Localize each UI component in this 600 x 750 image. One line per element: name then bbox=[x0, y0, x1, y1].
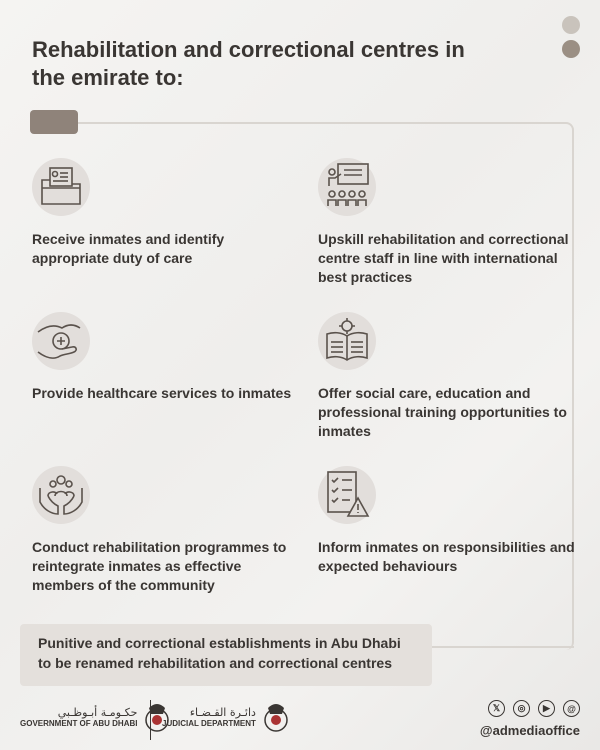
list-item bbox=[32, 312, 292, 403]
checklist-warning-icon bbox=[318, 466, 376, 524]
gov-name-en: GOVERNMENT OF ABU DHABI bbox=[20, 719, 138, 728]
note-line-1: Punitive and correctional establishments in Abu Dhabi bbox=[38, 635, 401, 651]
gov-name-ar: حكـومـة أبـوظـبي bbox=[57, 706, 138, 719]
dot-light bbox=[562, 16, 580, 34]
list-item bbox=[318, 466, 578, 576]
threads-icon[interactable]: @ bbox=[563, 700, 580, 717]
judicial-department-logo bbox=[162, 700, 290, 736]
accent-tag bbox=[30, 110, 78, 134]
logo-divider bbox=[150, 700, 151, 740]
list-item bbox=[318, 312, 578, 441]
gov-abu-dhabi-logo bbox=[20, 700, 171, 736]
training-presentation-icon bbox=[318, 158, 376, 216]
instagram-icon[interactable]: ◎ bbox=[513, 700, 530, 717]
jud-name-en: JUDICIAL DEPARTMENT bbox=[162, 719, 256, 728]
content-frame-bottom bbox=[430, 646, 574, 648]
item-text: Upskill rehabilitation and correctional centre staff in line with international best practices bbox=[318, 231, 569, 285]
social-handle[interactable]: @admediaoffice bbox=[479, 723, 580, 738]
item-text: Conduct rehabilitation programmes to reintegrate inmates as effective members of the community bbox=[32, 539, 287, 593]
note-line-2: to be renamed rehabilitation and correctional centres bbox=[38, 655, 392, 671]
list-item bbox=[318, 158, 578, 287]
youtube-icon[interactable]: ▶ bbox=[538, 700, 555, 717]
x-icon[interactable]: 𝕏 bbox=[488, 700, 505, 717]
page-title: Rehabilitation and correctional centres in the emirate to: bbox=[32, 37, 465, 90]
item-text: Inform inmates on responsibilities and expected behaviours bbox=[318, 539, 575, 574]
item-text: Offer social care, education and professional training opportunities to inmates bbox=[318, 385, 567, 439]
decorative-dots bbox=[562, 16, 580, 64]
list-item bbox=[32, 466, 292, 595]
item-text: Receive inmates and identify appropriate duty of care bbox=[32, 231, 225, 266]
item-text: Provide healthcare services to inmates bbox=[32, 385, 292, 401]
jud-name-ar: دائـرة القـضـاء bbox=[189, 706, 256, 719]
folder-documents-icon bbox=[32, 158, 90, 216]
dot-dark bbox=[562, 40, 580, 58]
renaming-note bbox=[20, 624, 432, 686]
list-item bbox=[32, 158, 292, 268]
emblem-icon bbox=[262, 700, 290, 736]
social-links bbox=[480, 700, 580, 738]
healthcare-hands-cross-icon bbox=[32, 312, 90, 370]
open-book-gear-icon bbox=[318, 312, 376, 370]
hands-community-icon bbox=[32, 466, 90, 524]
